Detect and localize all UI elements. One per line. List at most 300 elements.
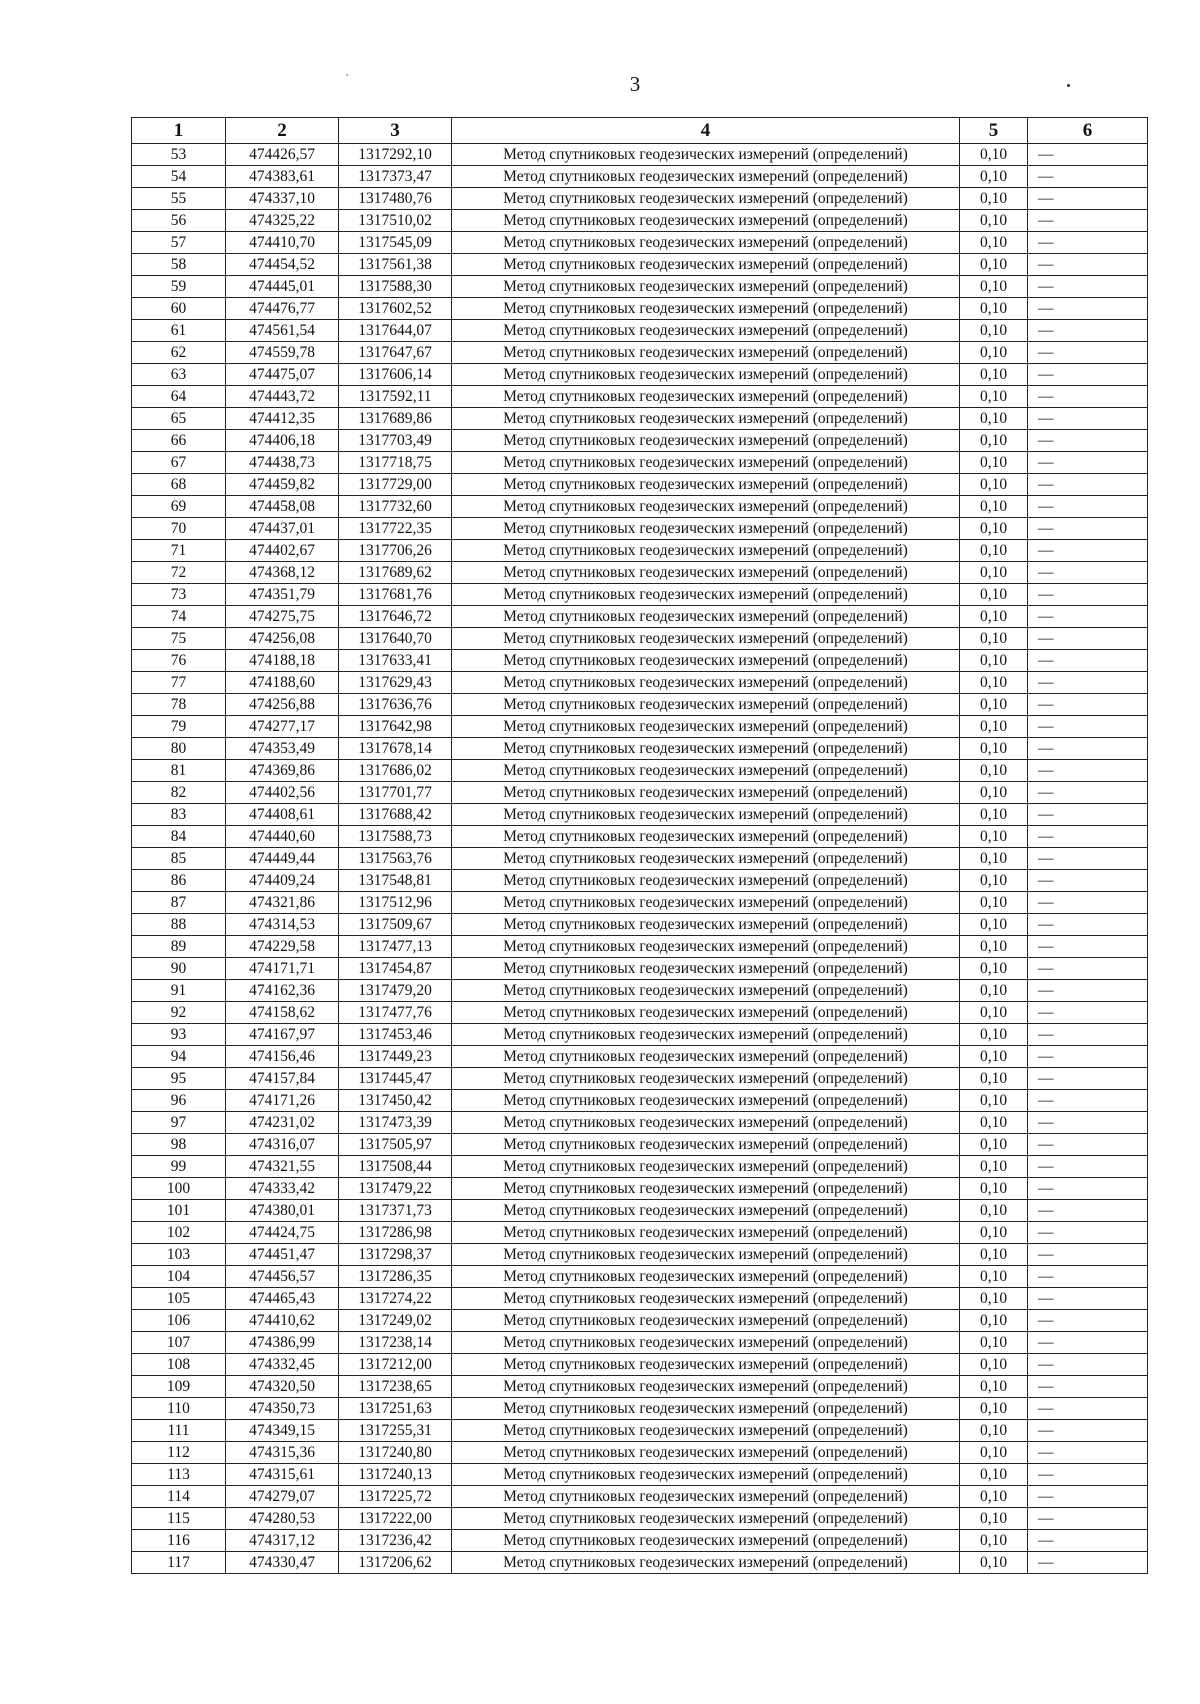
point-number-cell: 104 xyxy=(132,1266,226,1288)
y-coordinate-cell: 1317509,67 xyxy=(339,914,452,936)
note-cell: — xyxy=(1028,1068,1148,1090)
method-cell: Метод спутниковых геодезических измерений (определений) xyxy=(452,694,960,716)
x-coordinate-cell: 474380,01 xyxy=(226,1200,339,1222)
method-cell: Метод спутниковых геодезических измерений (определений) xyxy=(452,1398,960,1420)
y-coordinate-cell: 1317588,30 xyxy=(339,276,452,298)
note-cell: — xyxy=(1028,540,1148,562)
x-coordinate-cell: 474458,08 xyxy=(226,496,339,518)
note-cell: — xyxy=(1028,1178,1148,1200)
accuracy-cell: 0,10 xyxy=(960,1332,1028,1354)
table-row xyxy=(132,804,1148,826)
accuracy-cell: 0,10 xyxy=(960,672,1028,694)
point-number-cell: 79 xyxy=(132,716,226,738)
point-number-cell: 88 xyxy=(132,914,226,936)
method-cell: Метод спутниковых геодезических измерений (определений) xyxy=(452,1178,960,1200)
note-cell: — xyxy=(1028,1398,1148,1420)
y-coordinate-cell: 1317681,76 xyxy=(339,584,452,606)
method-cell: Метод спутниковых геодезических измерений (определений) xyxy=(452,342,960,364)
point-number-cell: 67 xyxy=(132,452,226,474)
accuracy-cell: 0,10 xyxy=(960,188,1028,210)
accuracy-cell: 0,10 xyxy=(960,298,1028,320)
note-cell: — xyxy=(1028,1024,1148,1046)
x-coordinate-cell: 474351,79 xyxy=(226,584,339,606)
table-row xyxy=(132,1530,1148,1552)
point-number-cell: 58 xyxy=(132,254,226,276)
table-row xyxy=(132,1310,1148,1332)
x-coordinate-cell: 474465,43 xyxy=(226,1288,339,1310)
accuracy-cell: 0,10 xyxy=(960,804,1028,826)
table-row xyxy=(132,650,1148,672)
note-cell: — xyxy=(1028,1266,1148,1288)
note-cell: — xyxy=(1028,1090,1148,1112)
method-cell: Метод спутниковых геодезических измерений (определений) xyxy=(452,1552,960,1574)
accuracy-cell: 0,10 xyxy=(960,1002,1028,1024)
x-coordinate-cell: 474409,24 xyxy=(226,870,339,892)
x-coordinate-cell: 474256,88 xyxy=(226,694,339,716)
accuracy-cell: 0,10 xyxy=(960,364,1028,386)
method-cell: Метод спутниковых геодезических измерений (определений) xyxy=(452,408,960,430)
accuracy-cell: 0,10 xyxy=(960,232,1028,254)
note-cell: — xyxy=(1028,232,1148,254)
method-cell: Метод спутниковых геодезических измерений (определений) xyxy=(452,826,960,848)
y-coordinate-cell: 1317689,86 xyxy=(339,408,452,430)
y-coordinate-cell: 1317445,47 xyxy=(339,1068,452,1090)
y-coordinate-cell: 1317238,14 xyxy=(339,1332,452,1354)
point-number-cell: 56 xyxy=(132,210,226,232)
x-coordinate-cell: 474402,67 xyxy=(226,540,339,562)
accuracy-cell: 0,10 xyxy=(960,848,1028,870)
y-coordinate-cell: 1317251,63 xyxy=(339,1398,452,1420)
table-row xyxy=(132,738,1148,760)
method-cell: Метод спутниковых геодезических измерений (определений) xyxy=(452,738,960,760)
point-number-cell: 75 xyxy=(132,628,226,650)
x-coordinate-cell: 474410,70 xyxy=(226,232,339,254)
accuracy-cell: 0,10 xyxy=(960,826,1028,848)
y-coordinate-cell: 1317644,07 xyxy=(339,320,452,342)
x-coordinate-cell: 474424,75 xyxy=(226,1222,339,1244)
method-cell: Метод спутниковых геодезических измерений (определений) xyxy=(452,892,960,914)
method-cell: Метод спутниковых геодезических измерений (определений) xyxy=(452,232,960,254)
x-coordinate-cell: 474449,44 xyxy=(226,848,339,870)
x-coordinate-cell: 474443,72 xyxy=(226,386,339,408)
point-number-cell: 63 xyxy=(132,364,226,386)
y-coordinate-cell: 1317592,11 xyxy=(339,386,452,408)
method-cell: Метод спутниковых геодезических измерений (определений) xyxy=(452,1376,960,1398)
table-row xyxy=(132,276,1148,298)
table-row xyxy=(132,1354,1148,1376)
point-number-cell: 60 xyxy=(132,298,226,320)
x-coordinate-cell: 474158,62 xyxy=(226,1002,339,1024)
note-cell: — xyxy=(1028,760,1148,782)
accuracy-cell: 0,10 xyxy=(960,430,1028,452)
x-coordinate-cell: 474317,12 xyxy=(226,1530,339,1552)
table-row xyxy=(132,364,1148,386)
note-cell: — xyxy=(1028,914,1148,936)
accuracy-cell: 0,10 xyxy=(960,1354,1028,1376)
scan-speck xyxy=(346,74,348,76)
note-cell: — xyxy=(1028,1376,1148,1398)
x-coordinate-cell: 474559,78 xyxy=(226,342,339,364)
y-coordinate-cell: 1317225,72 xyxy=(339,1486,452,1508)
method-cell: Метод спутниковых геодезических измерений (определений) xyxy=(452,1310,960,1332)
y-coordinate-cell: 1317688,42 xyxy=(339,804,452,826)
x-coordinate-cell: 474171,71 xyxy=(226,958,339,980)
note-cell: — xyxy=(1028,254,1148,276)
method-cell: Метод спутниковых геодезических измерений (определений) xyxy=(452,1486,960,1508)
y-coordinate-cell: 1317640,70 xyxy=(339,628,452,650)
method-cell: Метод спутниковых геодезических измерений (определений) xyxy=(452,562,960,584)
table-row xyxy=(132,562,1148,584)
point-number-cell: 64 xyxy=(132,386,226,408)
method-cell: Метод спутниковых геодезических измерений (определений) xyxy=(452,1222,960,1244)
note-cell: — xyxy=(1028,1112,1148,1134)
method-cell: Метод спутниковых геодезических измерений (определений) xyxy=(452,914,960,936)
x-coordinate-cell: 474412,35 xyxy=(226,408,339,430)
method-cell: Метод спутниковых геодезических измерений (определений) xyxy=(452,650,960,672)
table-row xyxy=(132,584,1148,606)
accuracy-cell: 0,10 xyxy=(960,320,1028,342)
x-coordinate-cell: 474325,22 xyxy=(226,210,339,232)
table-row xyxy=(132,386,1148,408)
column-header: 6 xyxy=(1028,118,1148,144)
x-coordinate-cell: 474438,73 xyxy=(226,452,339,474)
point-number-cell: 65 xyxy=(132,408,226,430)
accuracy-cell: 0,10 xyxy=(960,1222,1028,1244)
x-coordinate-cell: 474437,01 xyxy=(226,518,339,540)
accuracy-cell: 0,10 xyxy=(960,1486,1028,1508)
method-cell: Метод спутниковых геодезических измерений (определений) xyxy=(452,320,960,342)
x-coordinate-cell: 474386,99 xyxy=(226,1332,339,1354)
point-number-cell: 57 xyxy=(132,232,226,254)
method-cell: Метод спутниковых геодезических измерений (определений) xyxy=(452,166,960,188)
table-row xyxy=(132,254,1148,276)
y-coordinate-cell: 1317449,23 xyxy=(339,1046,452,1068)
accuracy-cell: 0,10 xyxy=(960,210,1028,232)
note-cell: — xyxy=(1028,298,1148,320)
method-cell: Метод спутниковых геодезических измерений (определений) xyxy=(452,1420,960,1442)
table-row xyxy=(132,1068,1148,1090)
point-number-cell: 55 xyxy=(132,188,226,210)
table-row xyxy=(132,606,1148,628)
table-row xyxy=(132,1090,1148,1112)
note-cell: — xyxy=(1028,386,1148,408)
y-coordinate-cell: 1317686,02 xyxy=(339,760,452,782)
table-row xyxy=(132,1288,1148,1310)
method-cell: Метод спутниковых геодезических измерений (определений) xyxy=(452,1024,960,1046)
method-cell: Метод спутниковых геодезических измерений (определений) xyxy=(452,1156,960,1178)
y-coordinate-cell: 1317477,13 xyxy=(339,936,452,958)
note-cell: — xyxy=(1028,606,1148,628)
y-coordinate-cell: 1317473,39 xyxy=(339,1112,452,1134)
accuracy-cell: 0,10 xyxy=(960,496,1028,518)
x-coordinate-cell: 474459,82 xyxy=(226,474,339,496)
y-coordinate-cell: 1317249,02 xyxy=(339,1310,452,1332)
coordinates-table xyxy=(131,117,1148,1574)
y-coordinate-cell: 1317212,00 xyxy=(339,1354,452,1376)
y-coordinate-cell: 1317548,81 xyxy=(339,870,452,892)
note-cell: — xyxy=(1028,1134,1148,1156)
table-row xyxy=(132,342,1148,364)
note-cell: — xyxy=(1028,672,1148,694)
note-cell: — xyxy=(1028,1486,1148,1508)
note-cell: — xyxy=(1028,1420,1148,1442)
x-coordinate-cell: 474156,46 xyxy=(226,1046,339,1068)
note-cell: — xyxy=(1028,1464,1148,1486)
point-number-cell: 81 xyxy=(132,760,226,782)
accuracy-cell: 0,10 xyxy=(960,1266,1028,1288)
column-header: 4 xyxy=(452,118,960,144)
x-coordinate-cell: 474229,58 xyxy=(226,936,339,958)
table-row xyxy=(132,1002,1148,1024)
point-number-cell: 73 xyxy=(132,584,226,606)
point-number-cell: 94 xyxy=(132,1046,226,1068)
x-coordinate-cell: 474561,54 xyxy=(226,320,339,342)
y-coordinate-cell: 1317706,26 xyxy=(339,540,452,562)
point-number-cell: 91 xyxy=(132,980,226,1002)
note-cell: — xyxy=(1028,342,1148,364)
y-coordinate-cell: 1317236,42 xyxy=(339,1530,452,1552)
x-coordinate-cell: 474476,77 xyxy=(226,298,339,320)
accuracy-cell: 0,10 xyxy=(960,936,1028,958)
accuracy-cell: 0,10 xyxy=(960,958,1028,980)
point-number-cell: 116 xyxy=(132,1530,226,1552)
point-number-cell: 89 xyxy=(132,936,226,958)
x-coordinate-cell: 474333,42 xyxy=(226,1178,339,1200)
point-number-cell: 59 xyxy=(132,276,226,298)
point-number-cell: 113 xyxy=(132,1464,226,1486)
table-row xyxy=(132,936,1148,958)
accuracy-cell: 0,10 xyxy=(960,474,1028,496)
table-row xyxy=(132,496,1148,518)
table-row xyxy=(132,144,1148,166)
accuracy-cell: 0,10 xyxy=(960,254,1028,276)
point-number-cell: 69 xyxy=(132,496,226,518)
y-coordinate-cell: 1317510,02 xyxy=(339,210,452,232)
column-header: 1 xyxy=(132,118,226,144)
note-cell: — xyxy=(1028,474,1148,496)
note-cell: — xyxy=(1028,408,1148,430)
method-cell: Метод спутниковых геодезических измерений (определений) xyxy=(452,760,960,782)
y-coordinate-cell: 1317508,44 xyxy=(339,1156,452,1178)
column-header: 3 xyxy=(339,118,452,144)
y-coordinate-cell: 1317646,72 xyxy=(339,606,452,628)
y-coordinate-cell: 1317477,76 xyxy=(339,1002,452,1024)
x-coordinate-cell: 474277,17 xyxy=(226,716,339,738)
method-cell: Метод спутниковых геодезических измерений (определений) xyxy=(452,474,960,496)
note-cell: — xyxy=(1028,1288,1148,1310)
y-coordinate-cell: 1317729,00 xyxy=(339,474,452,496)
x-coordinate-cell: 474332,45 xyxy=(226,1354,339,1376)
accuracy-cell: 0,10 xyxy=(960,562,1028,584)
accuracy-cell: 0,10 xyxy=(960,1508,1028,1530)
point-number-cell: 72 xyxy=(132,562,226,584)
x-coordinate-cell: 474445,01 xyxy=(226,276,339,298)
x-coordinate-cell: 474349,15 xyxy=(226,1420,339,1442)
y-coordinate-cell: 1317240,13 xyxy=(339,1464,452,1486)
method-cell: Метод спутниковых геодезических измерений (определений) xyxy=(452,276,960,298)
note-cell: — xyxy=(1028,804,1148,826)
x-coordinate-cell: 474337,10 xyxy=(226,188,339,210)
point-number-cell: 97 xyxy=(132,1112,226,1134)
y-coordinate-cell: 1317678,14 xyxy=(339,738,452,760)
method-cell: Метод спутниковых геодезических измерений (определений) xyxy=(452,606,960,628)
method-cell: Метод спутниковых геодезических измерений (определений) xyxy=(452,1068,960,1090)
method-cell: Метод спутниковых геодезических измерений (определений) xyxy=(452,1002,960,1024)
table-row xyxy=(132,1222,1148,1244)
method-cell: Метод спутниковых геодезических измерений (определений) xyxy=(452,496,960,518)
method-cell: Метод спутниковых геодезических измерений (определений) xyxy=(452,716,960,738)
y-coordinate-cell: 1317238,65 xyxy=(339,1376,452,1398)
point-number-cell: 85 xyxy=(132,848,226,870)
method-cell: Метод спутниковых геодезических измерений (определений) xyxy=(452,254,960,276)
table-row xyxy=(132,232,1148,254)
y-coordinate-cell: 1317206,62 xyxy=(339,1552,452,1574)
table-row xyxy=(132,782,1148,804)
method-cell: Метод спутниковых геодезических измерений (определений) xyxy=(452,1266,960,1288)
accuracy-cell: 0,10 xyxy=(960,694,1028,716)
table-row xyxy=(132,1156,1148,1178)
accuracy-cell: 0,10 xyxy=(960,1200,1028,1222)
accuracy-cell: 0,10 xyxy=(960,1024,1028,1046)
x-coordinate-cell: 474410,62 xyxy=(226,1310,339,1332)
note-cell: — xyxy=(1028,650,1148,672)
method-cell: Метод спутниковых геодезических измерений (определений) xyxy=(452,584,960,606)
table-row xyxy=(132,518,1148,540)
accuracy-cell: 0,10 xyxy=(960,1244,1028,1266)
table-row xyxy=(132,210,1148,232)
x-coordinate-cell: 474162,36 xyxy=(226,980,339,1002)
x-coordinate-cell: 474275,75 xyxy=(226,606,339,628)
column-header: 5 xyxy=(960,118,1028,144)
point-number-cell: 74 xyxy=(132,606,226,628)
y-coordinate-cell: 1317255,31 xyxy=(339,1420,452,1442)
table-row xyxy=(132,1398,1148,1420)
method-cell: Метод спутниковых геодезических измерений (определений) xyxy=(452,144,960,166)
note-cell: — xyxy=(1028,320,1148,342)
point-number-cell: 71 xyxy=(132,540,226,562)
x-coordinate-cell: 474157,84 xyxy=(226,1068,339,1090)
x-coordinate-cell: 474321,55 xyxy=(226,1156,339,1178)
x-coordinate-cell: 474451,47 xyxy=(226,1244,339,1266)
y-coordinate-cell: 1317588,73 xyxy=(339,826,452,848)
page-number: 3 xyxy=(629,72,641,96)
y-coordinate-cell: 1317505,97 xyxy=(339,1134,452,1156)
point-number-cell: 93 xyxy=(132,1024,226,1046)
note-cell: — xyxy=(1028,1354,1148,1376)
table-row xyxy=(132,474,1148,496)
note-cell: — xyxy=(1028,848,1148,870)
point-number-cell: 62 xyxy=(132,342,226,364)
table-row xyxy=(132,716,1148,738)
y-coordinate-cell: 1317292,10 xyxy=(339,144,452,166)
accuracy-cell: 0,10 xyxy=(960,276,1028,298)
note-cell: — xyxy=(1028,1046,1148,1068)
y-coordinate-cell: 1317732,60 xyxy=(339,496,452,518)
point-number-cell: 70 xyxy=(132,518,226,540)
note-cell: — xyxy=(1028,826,1148,848)
point-number-cell: 82 xyxy=(132,782,226,804)
table-row xyxy=(132,1024,1148,1046)
note-cell: — xyxy=(1028,452,1148,474)
y-coordinate-cell: 1317286,98 xyxy=(339,1222,452,1244)
method-cell: Метод спутниковых геодезических измерений (определений) xyxy=(452,1332,960,1354)
point-number-cell: 83 xyxy=(132,804,226,826)
note-cell: — xyxy=(1028,694,1148,716)
y-coordinate-cell: 1317629,43 xyxy=(339,672,452,694)
method-cell: Метод спутниковых геодезических измерений (определений) xyxy=(452,1244,960,1266)
y-coordinate-cell: 1317563,76 xyxy=(339,848,452,870)
method-cell: Метод спутниковых геодезических измерений (определений) xyxy=(452,804,960,826)
accuracy-cell: 0,10 xyxy=(960,1134,1028,1156)
note-cell: — xyxy=(1028,738,1148,760)
x-coordinate-cell: 474279,07 xyxy=(226,1486,339,1508)
accuracy-cell: 0,10 xyxy=(960,606,1028,628)
note-cell: — xyxy=(1028,980,1148,1002)
accuracy-cell: 0,10 xyxy=(960,914,1028,936)
point-number-cell: 115 xyxy=(132,1508,226,1530)
x-coordinate-cell: 474314,53 xyxy=(226,914,339,936)
table-row xyxy=(132,1464,1148,1486)
y-coordinate-cell: 1317274,22 xyxy=(339,1288,452,1310)
table-row xyxy=(132,408,1148,430)
method-cell: Метод спутниковых геодезических измерений (определений) xyxy=(452,1112,960,1134)
accuracy-cell: 0,10 xyxy=(960,540,1028,562)
method-cell: Метод спутниковых геодезических измерений (определений) xyxy=(452,1530,960,1552)
method-cell: Метод спутниковых геодезических измерений (определений) xyxy=(452,298,960,320)
x-coordinate-cell: 474402,56 xyxy=(226,782,339,804)
accuracy-cell: 0,10 xyxy=(960,408,1028,430)
point-number-cell: 109 xyxy=(132,1376,226,1398)
method-cell: Метод спутниковых геодезических измерений (определений) xyxy=(452,540,960,562)
x-coordinate-cell: 474315,36 xyxy=(226,1442,339,1464)
accuracy-cell: 0,10 xyxy=(960,1090,1028,1112)
point-number-cell: 99 xyxy=(132,1156,226,1178)
y-coordinate-cell: 1317479,22 xyxy=(339,1178,452,1200)
table-row xyxy=(132,1486,1148,1508)
x-coordinate-cell: 474353,49 xyxy=(226,738,339,760)
point-number-cell: 101 xyxy=(132,1200,226,1222)
accuracy-cell: 0,10 xyxy=(960,980,1028,1002)
point-number-cell: 111 xyxy=(132,1420,226,1442)
note-cell: — xyxy=(1028,1442,1148,1464)
table-row xyxy=(132,1442,1148,1464)
point-number-cell: 87 xyxy=(132,892,226,914)
method-cell: Метод спутниковых геодезических измерений (определений) xyxy=(452,1090,960,1112)
method-cell: Метод спутниковых геодезических измерений (определений) xyxy=(452,1200,960,1222)
point-number-cell: 103 xyxy=(132,1244,226,1266)
table-row xyxy=(132,430,1148,452)
point-number-cell: 80 xyxy=(132,738,226,760)
point-number-cell: 54 xyxy=(132,166,226,188)
point-number-cell: 108 xyxy=(132,1354,226,1376)
note-cell: — xyxy=(1028,1530,1148,1552)
x-coordinate-cell: 474280,53 xyxy=(226,1508,339,1530)
method-cell: Метод спутниковых геодезических измерений (определений) xyxy=(452,430,960,452)
y-coordinate-cell: 1317479,20 xyxy=(339,980,452,1002)
accuracy-cell: 0,10 xyxy=(960,1156,1028,1178)
y-coordinate-cell: 1317689,62 xyxy=(339,562,452,584)
point-number-cell: 117 xyxy=(132,1552,226,1574)
note-cell: — xyxy=(1028,936,1148,958)
method-cell: Метод спутниковых геодезических измерений (определений) xyxy=(452,980,960,1002)
table-row xyxy=(132,1134,1148,1156)
y-coordinate-cell: 1317453,46 xyxy=(339,1024,452,1046)
point-number-cell: 100 xyxy=(132,1178,226,1200)
point-number-cell: 77 xyxy=(132,672,226,694)
y-coordinate-cell: 1317606,14 xyxy=(339,364,452,386)
y-coordinate-cell: 1317371,73 xyxy=(339,1200,452,1222)
y-coordinate-cell: 1317722,35 xyxy=(339,518,452,540)
